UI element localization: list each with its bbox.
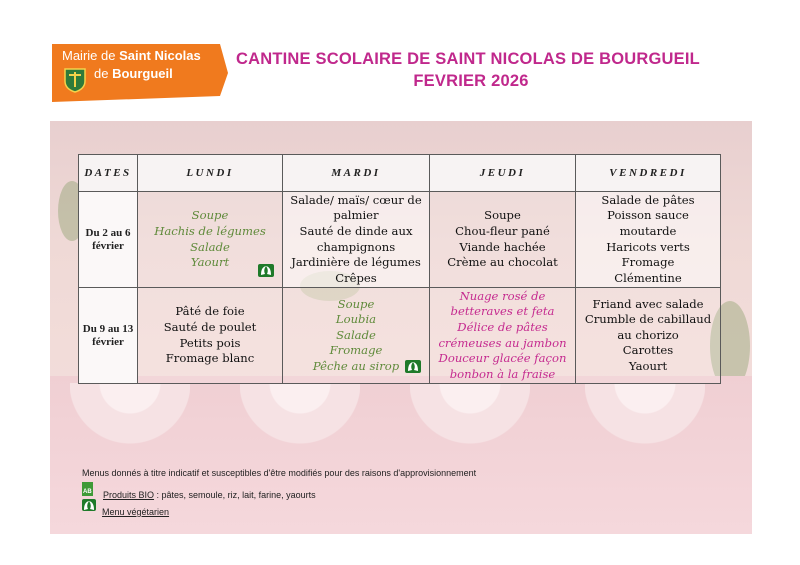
week-1-mardi [283,192,430,288]
week-2-mardi [283,288,430,384]
dish: Viande hachée [459,239,546,254]
dish: Haricots verts [606,239,690,254]
town-logo [52,44,228,102]
dish: Pêche au sirop [312,358,400,373]
week-1-jeudi [430,192,576,288]
dish: Sauté de dinde aux [299,223,413,238]
week-1-lundi [138,192,283,288]
dish: Hachis de légumes [154,223,266,238]
vegetarian-leaf-icon [82,499,96,511]
dish: Salade [336,327,376,342]
dish: moutarde [619,223,677,238]
week-1-date: Du 2 au 6 février [79,192,138,288]
logo-bold-2: Bourgueil [112,66,173,81]
dish: Poisson sauce [607,208,689,223]
header-jeudi: JEUDI [430,155,576,192]
table-header-row [79,155,721,192]
dish: Nuage rosé de [459,288,546,303]
organic-products: : pâtes, semoule, riz, lait, farine, yaourts [154,490,316,500]
dish: Salade de pâtes [601,192,695,207]
dish: Yaourt [628,358,668,373]
dish: bonbon à la fraise [449,366,556,381]
dish: Sauté de poulet [163,319,257,334]
menu-table [78,154,721,384]
dish: Petits pois [179,335,241,350]
dish: Crêpes [335,270,377,285]
dish: Clémentine [614,270,682,285]
dish: Salade/ maïs/ cœur de [290,192,422,207]
header-vendredi: VENDREDI [576,155,721,192]
header-mardi: MARDI [283,155,430,192]
dish: Carottes [622,343,674,358]
logo-prefix-2: de [94,66,113,81]
logo-bold-1: Saint Nicolas [119,48,201,63]
dish: Douceur glacée façon [438,351,567,366]
vegetarian-leaf-icon [405,360,421,373]
organic-badge-text: AB [83,489,92,495]
week-2-jeudi [430,288,576,384]
dish: Soupe [337,296,375,311]
dish: Chou-fleur pané [455,223,550,238]
dish: Fromage [621,255,675,270]
dish: Crème au chocolat [447,255,558,270]
dish: palmier [333,208,379,223]
logo-prefix-1: Mairie de [62,48,120,63]
week-2-lundi [138,288,283,384]
dish: Soupe [484,208,521,223]
logo-line-2 [94,66,173,81]
dish: Loubia [335,312,377,327]
coat-of-arms-icon [64,67,86,93]
organic-note [103,490,316,500]
week-2-vendredi [576,288,721,384]
logo-line-1 [62,48,201,63]
dish: Yaourt [190,255,230,270]
dish: Fromage blanc [165,351,255,366]
dish: Crumble de cabillaud [584,312,712,327]
vegetarian-legend: Menu végétarien [102,507,170,517]
dish: Salade [190,239,230,254]
organic-label: Produits BIO [103,490,155,500]
title-line-1: CANTINE SCOLAIRE DE SAINT NICOLAS DE BOURGUEIL [236,50,700,68]
organic-ab-icon [82,482,93,496]
dish: crémeuses au jambon [438,335,567,350]
table-row-week-2 [79,288,721,384]
dish: au chorizo [617,327,679,342]
dish: Fromage [329,343,383,358]
disclaimer-text: Menus donnés à titre indicatif et susceptibles d'être modifiés pour des raisons d'approvisionnement [82,468,477,478]
title-line-2: FEVRIER 2026 [413,72,529,90]
week-2-date: Du 9 au 13 février [79,288,138,384]
header-lundi: LUNDI [138,155,283,192]
vegetarian-leaf-icon [258,264,274,277]
dish: Friand avec salade [592,296,704,311]
week-1-vendredi [576,192,721,288]
dish: champignons [316,239,396,254]
table-row-week-1 [79,192,721,288]
page-title [236,48,796,92]
dish: Pâté de foie [175,304,245,319]
dish: betteraves et feta [450,304,555,319]
dish: Délice de pâtes [457,319,548,334]
header-dates: DATES [79,155,138,192]
dish: Soupe [191,208,229,223]
dish: Jardinière de légumes [291,255,421,270]
